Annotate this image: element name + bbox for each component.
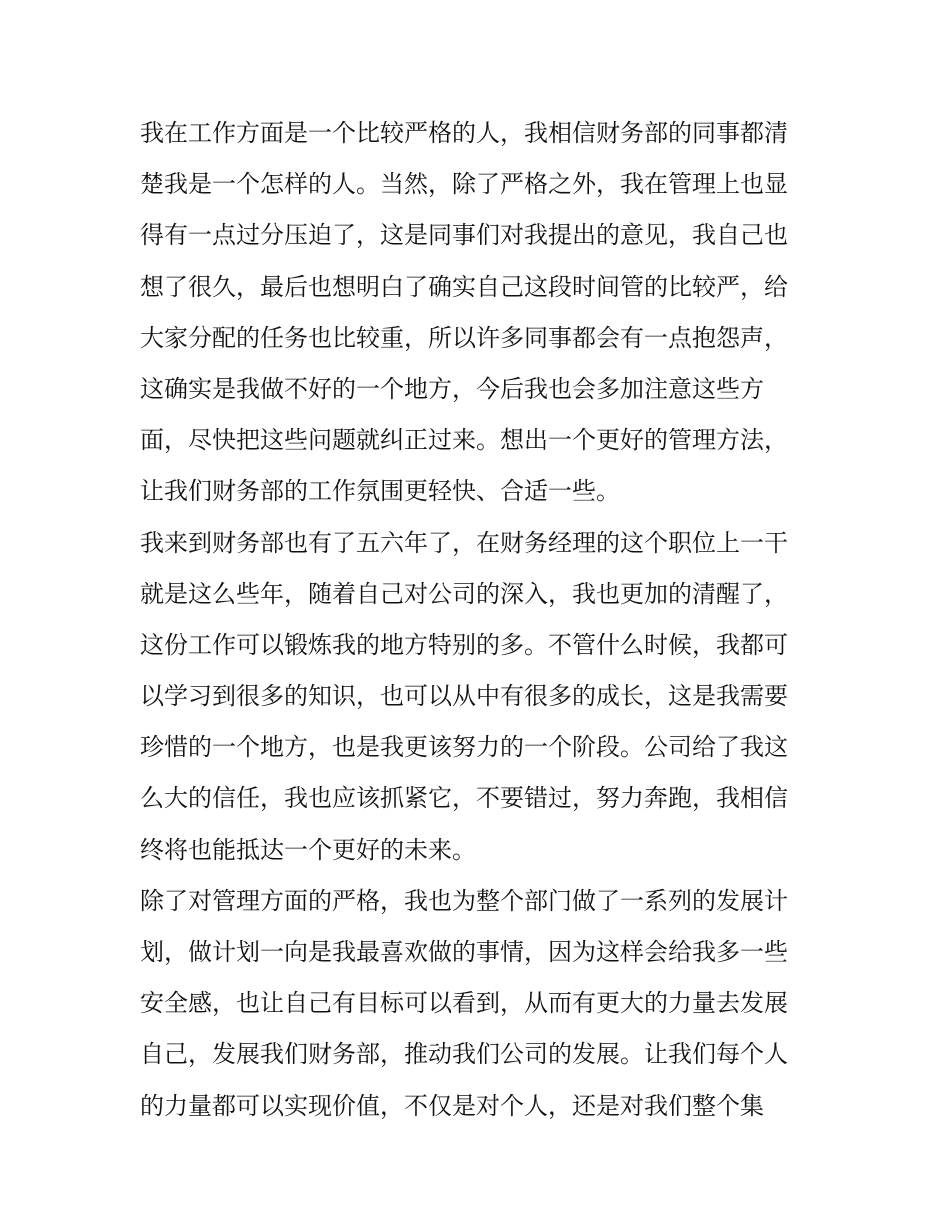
paragraph-3 [140, 876, 816, 1132]
text-line: 自己，发展我们财务部，推动我们公司的发展。让我们每个人 [140, 1040, 788, 1069]
text-line: 划，做计划一向是我最喜欢做的事情，因为这样会给我多一些 [140, 938, 788, 966]
paragraph-1 [140, 108, 816, 518]
text-line: 面，尽快把这些问题就纠正过来。想出一个更好的管理方法， [140, 426, 788, 455]
text-line: 得有一点过分压迫了，这是同事们对我提出的意见，我自己也 [140, 221, 788, 250]
text-line: 除了对管理方面的严格，我也为整个部门做了一系列的发展计 [140, 886, 788, 915]
text-line: 想了很久，最后也想明白了确实自己这段时间管的比较严，给 [140, 272, 788, 301]
document-body [140, 108, 816, 1132]
text-line: 以学习到很多的知识，也可以从中有很多的成长，这是我需要 [140, 682, 788, 711]
text-line: 珍惜的一个地方，也是我更该努力的一个阶段。公司给了我这 [140, 733, 788, 762]
text-line: 就是这么些年，随着自己对公司的深入，我也更加的清醒了， [140, 579, 788, 608]
paragraph-2 [140, 518, 816, 876]
text-line: 让我们财务部的工作氛围更轻快、合适一些。 [140, 477, 620, 506]
text-line: 的力量都可以实现价值，不仅是对个人，还是对我们整个集 [140, 1091, 764, 1120]
text-line: 终将也能抵达一个更好的未来。 [140, 835, 476, 864]
text-line: 安全感，也让自己有目标可以看到，从而有更大的力量去发展 [140, 989, 788, 1018]
text-line: 我在工作方面是一个比较严格的人，我相信财务部的同事都清 [140, 119, 788, 147]
text-line: 么大的信任，我也应该抓紧它，不要错过，努力奔跑，我相信 [140, 784, 788, 813]
text-line: 楚我是一个怎样的人。当然，除了严格之外，我在管理上也显 [140, 170, 788, 199]
text-line: 我来到财务部也有了五六年了，在财务经理的这个职位上一干 [140, 528, 788, 557]
text-line: 这份工作可以锻炼我的地方特别的多。不管什么时候，我都可 [140, 630, 788, 659]
text-line: 这确实是我做不好的一个地方，今后我也会多加注意这些方 [140, 374, 764, 403]
text-line: 大家分配的任务也比较重，所以许多同事都会有一点抱怨声， [140, 323, 788, 352]
